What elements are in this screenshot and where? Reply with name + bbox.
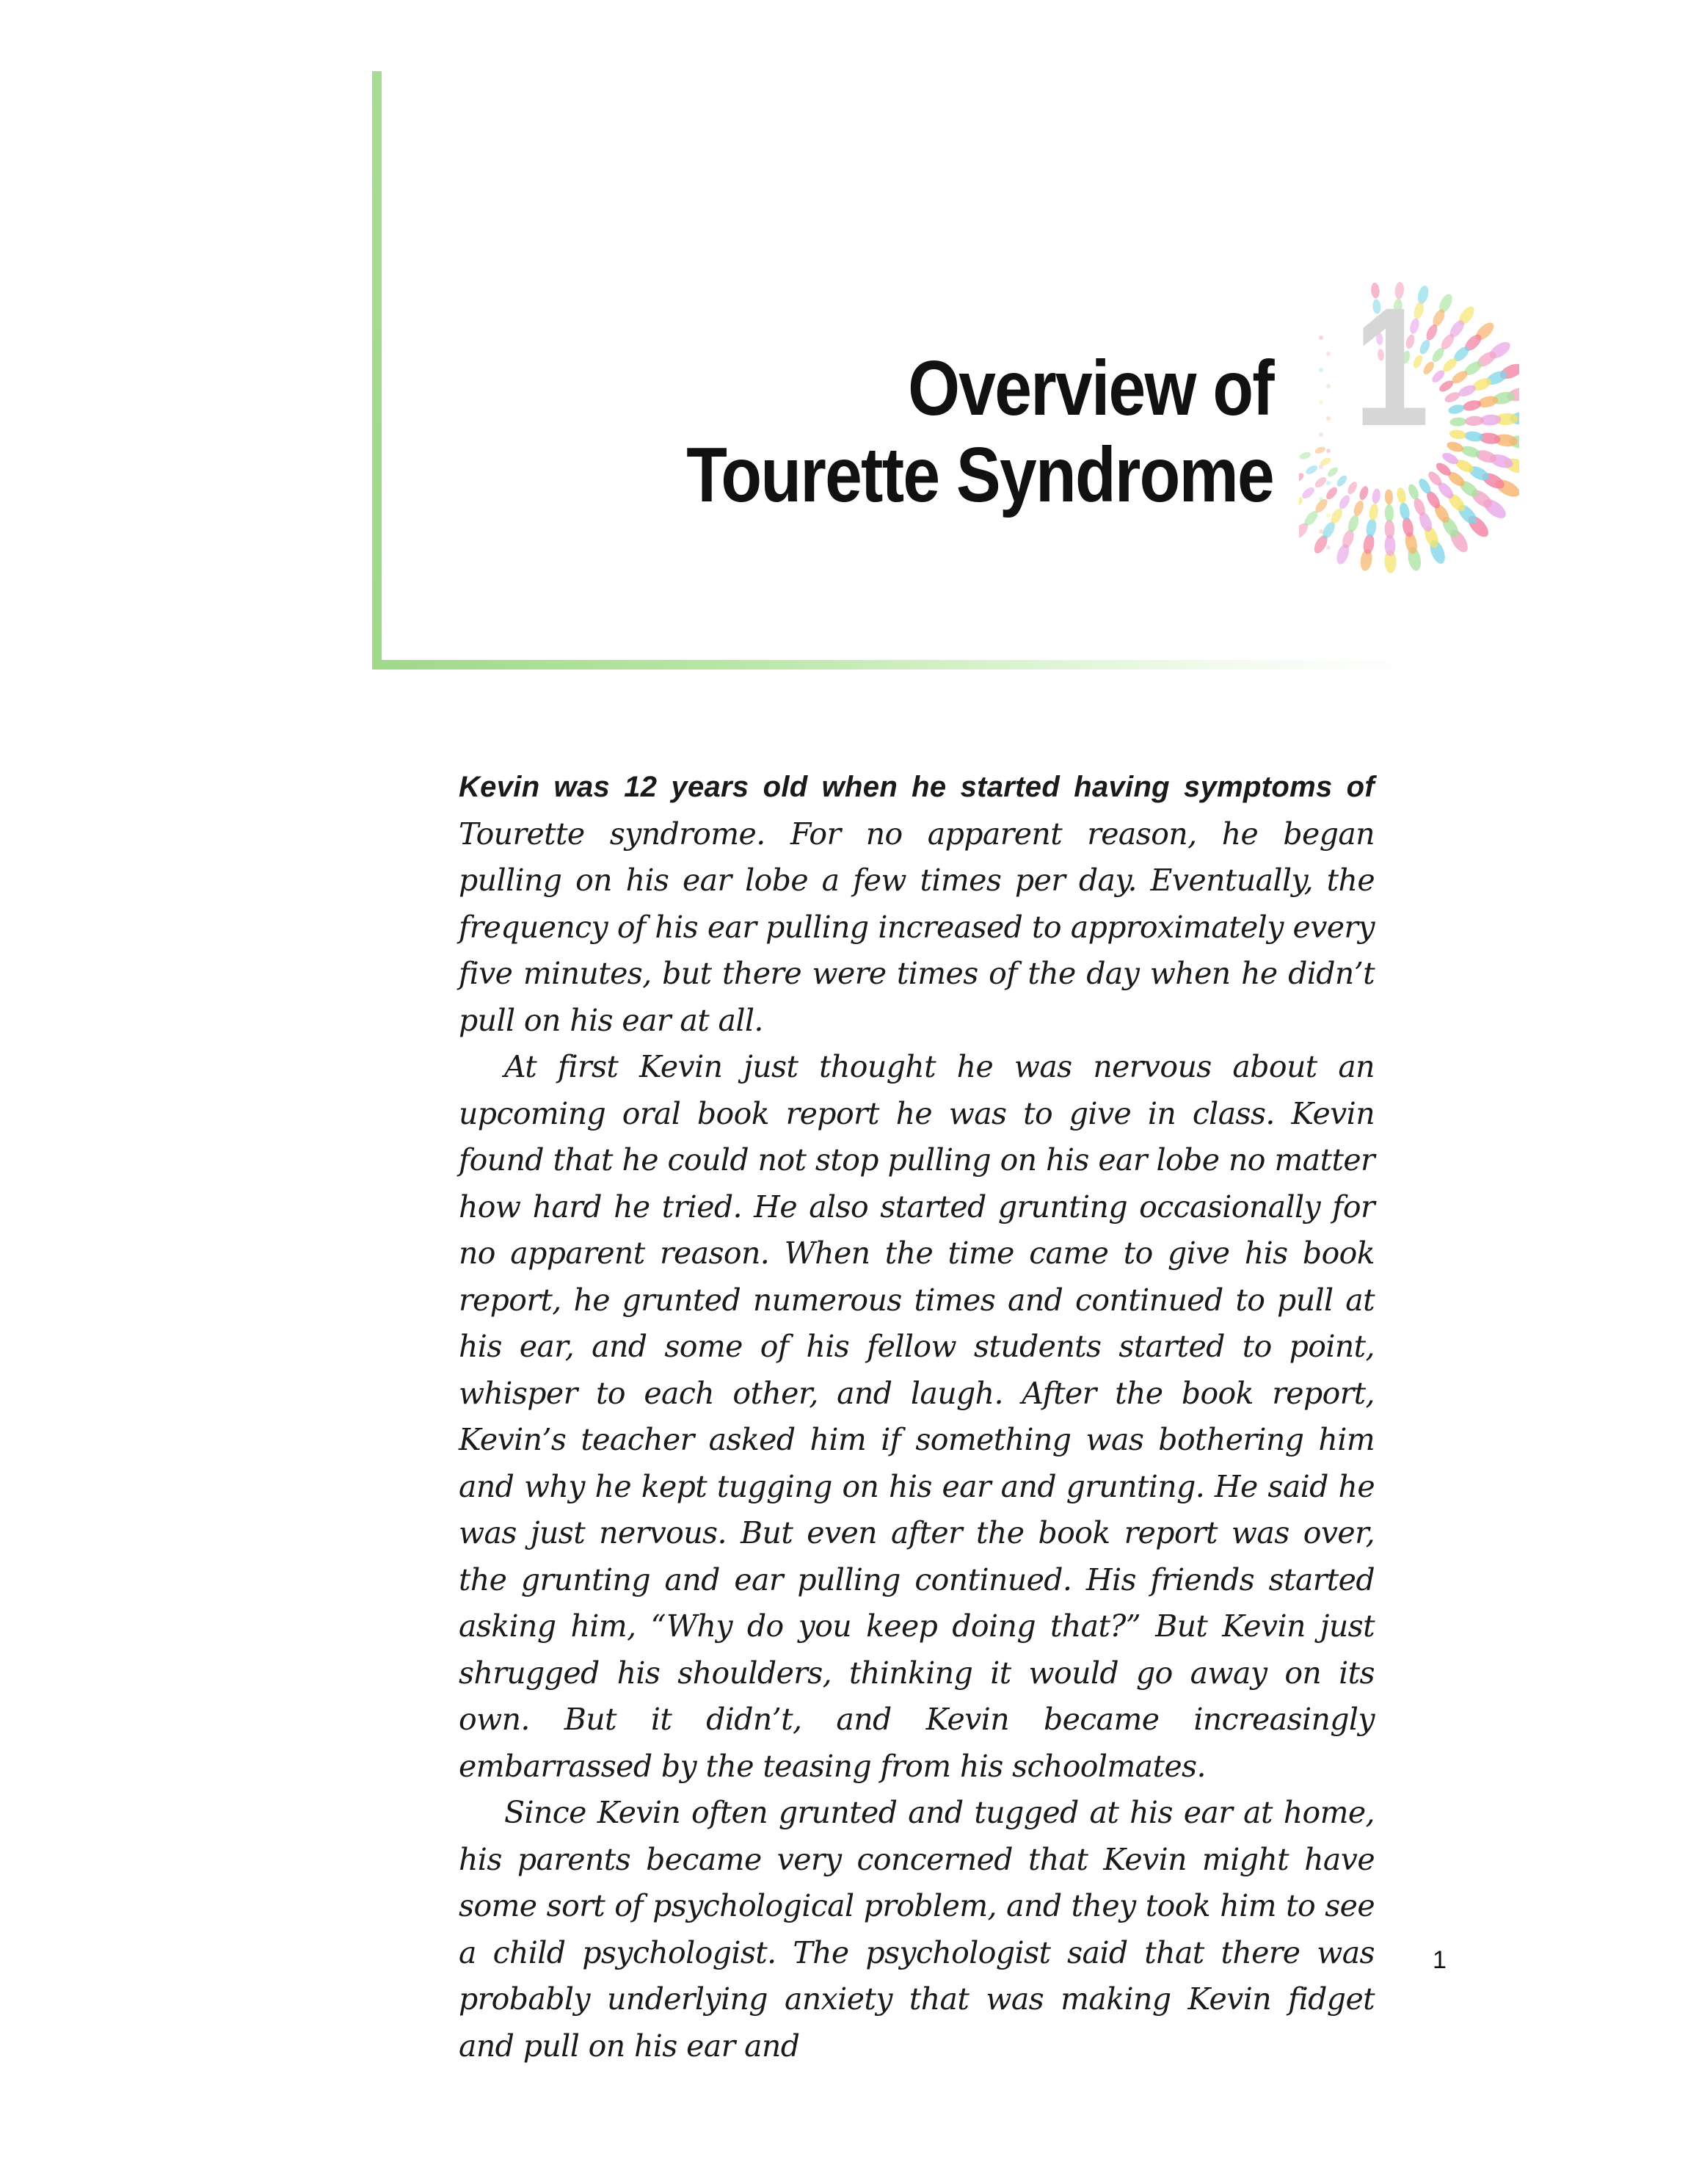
ornament-dot: [1326, 416, 1331, 421]
ornament-dot: [1326, 449, 1331, 453]
ornament-dot: [1326, 384, 1331, 388]
ornament-dot: [1299, 471, 1306, 485]
ornament-dot: [1337, 493, 1352, 511]
ornament-dot: [1326, 513, 1331, 518]
ornament-dot: [1346, 480, 1359, 496]
ornament-dot: [1371, 488, 1381, 504]
ornament-dot: [1319, 432, 1323, 437]
ornament-dot: [1326, 465, 1340, 479]
chapter-title-line-2: Tourette Syndrome: [686, 432, 1273, 518]
ornament-dot: [1365, 518, 1378, 538]
paragraph-1: [459, 763, 1375, 1044]
ornament-dot: [1358, 485, 1369, 501]
paragraph-3: Since Kevin often grunted and tugged at his ear at home, his parents became very concerned that Kevin might have some sort of psychological problem, and they took him to see a child psychologist. The psychologist said that there was probably underlying anxiety that was making Kevin fidget and pull on his ear and: [459, 1795, 1375, 2064]
ornament-dot: [1384, 504, 1394, 522]
ornament-dot: [1446, 440, 1465, 454]
ornament-dot: [1326, 481, 1331, 485]
ornament-dot: [1319, 465, 1323, 469]
ornament-dot: [1396, 487, 1408, 504]
ornament-dot: [1319, 368, 1323, 372]
chapter-frame-horizontal-bar: [372, 660, 1414, 670]
ornament-dot: [1319, 335, 1323, 340]
ornament-dot: [1299, 451, 1312, 461]
ornament-dot: [1449, 417, 1467, 427]
ornament-dot: [1326, 352, 1331, 356]
ornament-dot: [1326, 545, 1331, 550]
ornament-dot: [1314, 446, 1326, 455]
ornament-dot: [1352, 499, 1365, 518]
ornament-dot: [1324, 485, 1339, 501]
ornament-dot: [1319, 400, 1323, 404]
ornament-dot: [1304, 464, 1319, 476]
lead-in-text: Kevin was 12 years old when he started having symptoms of: [459, 771, 1375, 803]
chapter-title: [686, 345, 1273, 518]
paragraph-1-text: Tourette syndrome. For no apparent reason, he began pulling on his ear lobe a few times per day. Eventually, the frequency of his ear pulling increased to approximately every five minutes, but there were times of the day when he didn’t pull on his ear at all.: [459, 816, 1375, 1038]
chapter-body: [459, 763, 1375, 2069]
ornament-dot: [1313, 475, 1328, 490]
page-number: 1: [1433, 1946, 1447, 1974]
ornament-dot: [1398, 501, 1411, 521]
ornament-dot: [1384, 520, 1394, 540]
ornament-dot: [1447, 403, 1466, 416]
ornament-dot: [1335, 474, 1349, 488]
chapter-frame-vertical-bar: [372, 71, 382, 670]
ornament-dot: [1319, 497, 1323, 501]
ornament-dot: [1300, 485, 1317, 501]
ornament-dot: [1464, 416, 1484, 427]
ornament-dot: [1385, 489, 1394, 504]
chapter-number: 1: [1354, 272, 1430, 461]
chapter-title-line-1: Overview of: [908, 345, 1273, 432]
ornament-dot: [1319, 529, 1323, 534]
paragraph-2: At first Kevin just thought he was nervous about an upcoming oral book report he was to give in class. Kevin found that he could not stop pulling on his ear lobe no matter how hard he tried. He also started grunting occasionally for no apparent reason. When the time came to give his book report, he grunted numerous times and continued to pull at his ear, and some of his fellow students started to point, whisper to each other, and laugh. After the book report, Kevin’s teacher asked him if something was bothering him and why he kept tugging on his ear and grunting. He said he was just nervous. But even after the book report was over, the grunting and ear pulling continued. His friends started asking him, “Why do you keep doing that?” But Kevin just shrugged his shoulders, thinking it would go away on its own. But it didn’t, and Kevin became increasingly embarrassed by the teasing from his schoolmates.: [459, 1049, 1375, 1784]
ornament-dot: [1449, 429, 1467, 440]
ornament-dot: [1368, 503, 1379, 521]
ornament-dot: [1443, 390, 1461, 404]
